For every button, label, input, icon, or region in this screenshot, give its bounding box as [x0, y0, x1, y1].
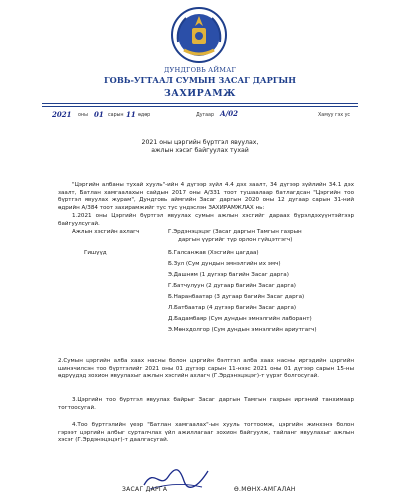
signer-name: Ө.МӨНХ-АМГАЛАН — [234, 486, 296, 493]
clause-1: 1.2021 оны Цэргийн бүртгэл явуулах сумын ажлын хэсгийг дараах бүрэлдэхүүнтэйгээр байгуулсугай. — [58, 213, 354, 227]
day-handwritten: 11 — [126, 110, 136, 119]
clause-3: 3.Цэргийн тоо бүртгэл явуулах байрыг Засаг даргын Тамгын газрын иргэний танхимаар тогтоосугай. — [58, 397, 354, 411]
header-rule — [42, 103, 358, 104]
clause-4: 4.Тоо бүртгэлийн үеэр "Батлан хамгаалах"-ын хууль тогтоомж, цэргийн жинхэнэ болон гэрээт цэргийн албыг сурталчлах үйл ажиллагааг зохион байгуулж, тайланг явуулахыг ажлын хэсэг (Г.Эрдэнэцэцэг)-т даалгасугай. — [58, 422, 354, 444]
signer-position: ЗАСАГ ДАРГА — [122, 486, 168, 493]
year-handwritten: 2021 — [52, 110, 72, 119]
member-item: Б.Галсанжав (Хэсгийн цагдаа) — [168, 250, 259, 256]
header-rule-thin — [42, 106, 358, 107]
leader-name-cont: даргын үүргийг түр орлон гүйцэтгэгч) — [178, 237, 293, 243]
clause-2: 2.Сумын цэргийн алба хаах насны болон цэргийн бэлтгэл алба хаах насны иргэдийн цэргийн шинэчилсэн тоо бүртгэлийг 2021 оны 01 дүгээр сарын 11-нээс 2021 оны 01 дүгээр сарын 15-ны өдрүүдэд зохион явуулахыг ажлын хэсгийн ахлагч (Г.Эрдэнэцэцэг)-т үүрэг болгосугай. — [58, 358, 354, 380]
month-label: сарын — [108, 113, 124, 118]
state-emblem — [170, 6, 228, 64]
year-label: оны — [78, 113, 88, 118]
member-item: Г.Батчулуун (2 дугаар багийн Засаг дарга) — [168, 283, 296, 289]
aimag-name: ДУНДГОВЬ АЙМАГ — [163, 66, 237, 74]
number-label: Дугаар — [196, 113, 215, 118]
document-title-line2: ажлын хэсэг байгуулах тухай — [151, 147, 249, 154]
preamble-paragraph: "Цэргийн албаны тухай хууль"-ийн 4 дүгээр зүйл 4.4 дэх заалт, 34 дүгээр зүйлийн 34.1 дэх заалт, Батлан хамгаалахын сайдын 2017 оны А/331 тоот тушаалаар батлагдсан "Цэргийн тоо бүртгэл явуулах журам", Дундговь аймгийн Засаг даргын 2020 оны 12 дугаар сарын 31-ний өдрийн А/384 тоот захирамжийг тус тус үндэслэн ЗАХИРАМЖЛАХ нь: — [58, 182, 354, 212]
document-type: ЗАХИРАМЖ — [164, 88, 236, 99]
leader-name: Г.Эрдэнэцэцэг (Засаг даргын Тамгын газрын — [168, 229, 302, 235]
member-item: Л.Батбаатар (4 дүгээр багийн Засаг дарга) — [168, 305, 297, 311]
member-item: Д.Бадамбаяр (Сум дундын эмнэлгийн лаборант) — [168, 316, 312, 322]
member-item: Э.Мөнхдолгор (Сум дундын эмнэлгийн ариутгагч) — [168, 327, 317, 333]
month-handwritten: 01 — [94, 110, 104, 119]
members-role: Гишүүд — [84, 250, 107, 256]
member-item: Э.Дашням (1 дүгээр багийн Засаг дарга) — [168, 272, 289, 278]
place-label: Хамуу гэх ус — [318, 113, 351, 118]
member-item: Б.Наранбаатар (3 дугаар багийн Засаг дарга) — [168, 294, 305, 300]
member-item: Б.Зул (Сум дундын эмнэлгийн их эмч) — [168, 261, 281, 267]
document-title-line1: 2021 оны цэргийн бүртгэл явуулах, — [141, 139, 259, 146]
day-label: өдөр — [138, 113, 151, 118]
number-handwritten: А/02 — [220, 109, 238, 118]
leader-role: Ажлын хэсгийн ахлагч — [72, 229, 140, 235]
soum-governor-title: ГОВЬ-УГТААЛ СУМЫН ЗАСАГ ДАРГЫН — [104, 75, 296, 85]
